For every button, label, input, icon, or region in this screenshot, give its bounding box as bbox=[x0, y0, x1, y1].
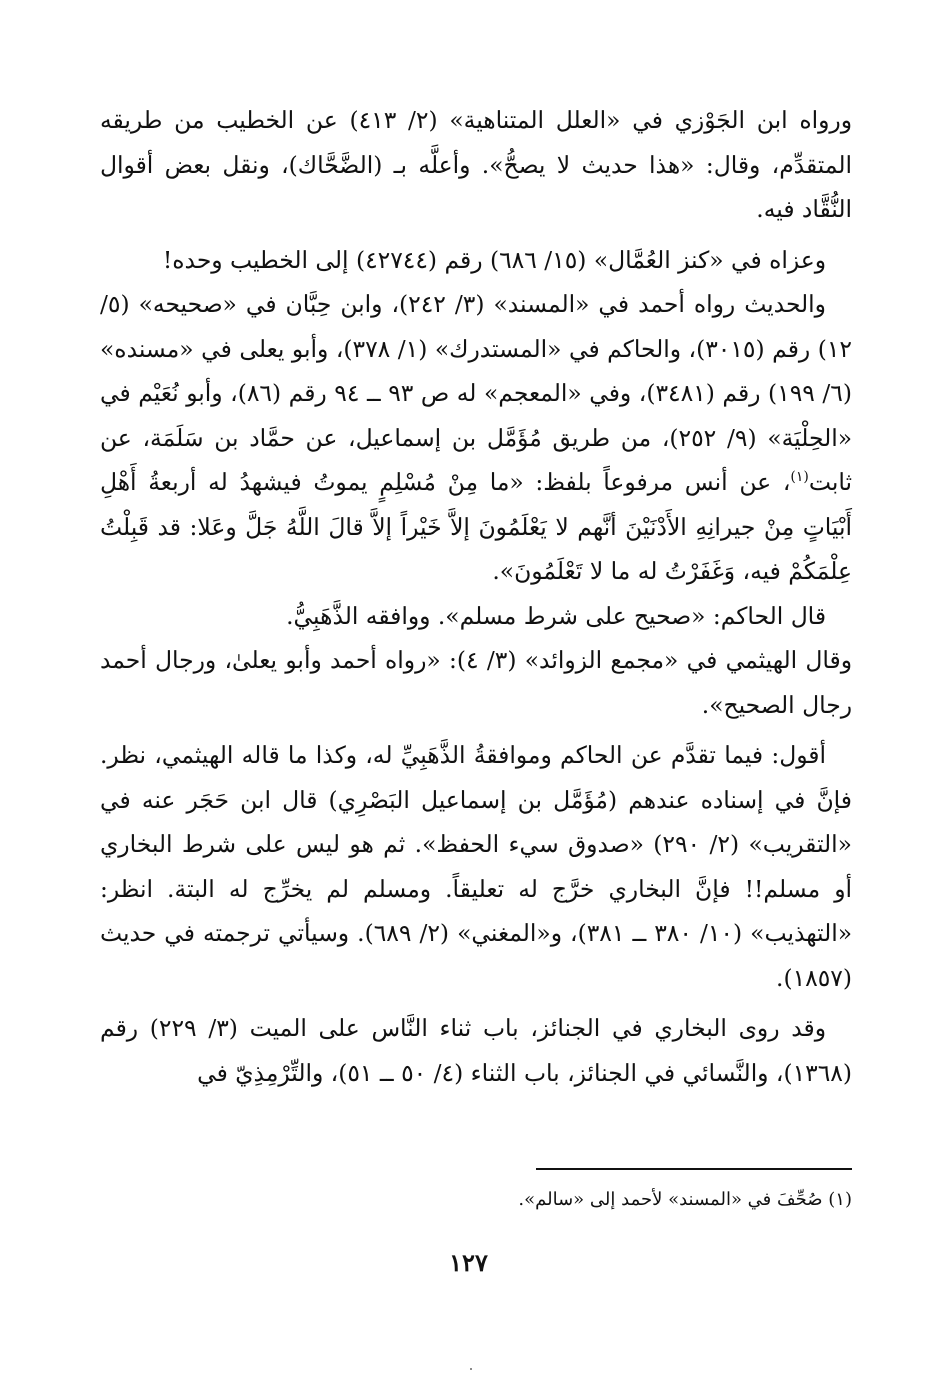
scan-speck bbox=[470, 1368, 472, 1370]
paragraph-3 bbox=[100, 282, 852, 594]
footnote-reference[interactable]: (١) bbox=[790, 469, 809, 486]
paragraph-3-text: والحديث رواه أحمد في «المسند» (٣/ ٢٤٢)، وابن حِبَّان في «صحيحه» (٥/ ١٢) رقم (٣٠١٥)، والحاكم في «المستدرك» (١/ ٣٧٨)، وأبو يعلى في «مسنده» (٦/ ١٩٩) رقم (٣٤٨١)، وفي «المعجم» له ص ٩٣ ــ ٩٤ رقم (٨٦)، وأبو نُعَيْم في «الحِلْيَة» (٩/ ٢٥٢)، من طريق مُؤَمَّل بن إسماعيل، عن حمَّاد بن سَلَمَة، عن ثابت bbox=[100, 290, 853, 496]
body-text bbox=[100, 98, 852, 1095]
paragraph-6: أقول: فيما تقدَّم عن الحاكم وموافقةُ الذَّهَبِيِّ له، وكذا ما قاله الهيثمي، نظر. فإنَّ في إسناده عندهم (مُؤَمَّل بن إسماعيل البَصْرِي) قال ابن حَجَر عنه في «التقريب» (٢/ ٢٩٠) «صدوق سيء الحفظ». ثم هو ليس على شرط البخاري أو مسلم!! فإنَّ البخاري خرَّج له تعليقاً. ومسلم لم يخرِّج له البتة. انظر: «التهذيب» (١٠/ ٣٨٠ ــ ٣٨١)، و«المغني» (٢/ ٦٨٩). وسيأتي ترجمته في حديث (١٨٥٧). bbox=[100, 741, 853, 992]
footnote-divider bbox=[536, 1168, 852, 1170]
page-number: ١٢٧ bbox=[449, 1248, 488, 1277]
paragraph-3-continued: ، عن أنس مرفوعاً بلفظ: «ما مِنْ مُسْلِمٍ يموتُ فيشهدُ له أربعةُ أَهْلِ أَبْيَاتٍ مِنْ جيرانِهِ الأَدْنَيْنَ أنَّهم لا يَعْلَمُونَ إلاَّ خَيْراً إلاَّ قالَ اللَّهُ جَلَّ وعَلا: قد قَبِلْتُ عِلْمَكُمْ فيه، وَغَفَرْتُ له ما لا تَعْلَمُونَ». bbox=[100, 468, 852, 585]
paragraph-2: وعزاه في «كنز العُمَّال» (١٥/ ٦٨٦) رقم (٤٢٧٤٤) إلى الخطيب وحده! bbox=[162, 245, 826, 274]
paragraph-7: وقد روى البخاري في الجنائز، باب ثناء النَّاس على الميت (٣/ ٢٢٩) رقم (١٣٦٨)، والنَّسائي في الجنائز، باب الثناء (٤/ ٥٠ ــ ٥١)، والتِّرْمِذِيّ في bbox=[100, 1014, 852, 1087]
footnote: (١) صُحِّفَ في «المسند» لأحمد إلى «سالم». bbox=[518, 1189, 852, 1210]
paragraph-4: قال الحاكم: «صحيح على شرط مسلم». ووافقه الذَّهَبِيُّ. bbox=[286, 601, 826, 630]
paragraph-5: وقال الهيثمي في «مجمع الزوائد» (٣/ ٤): «رواه أحمد وأبو يعلىٰ، ورجال أحمد رجال الصحيح». bbox=[100, 646, 852, 719]
paragraph-1: ورواه ابن الجَوْزي في «العلل المتناهية» (٢/ ٤١٣) عن الخطيب من طريقه المتقدِّم، وقال: «هذا حديث لا يصحُّ». وأعلَّه بـ (الضَّحَّاك)، ونقل بعض أقوال النُّقَّاد فيه. bbox=[100, 106, 852, 223]
